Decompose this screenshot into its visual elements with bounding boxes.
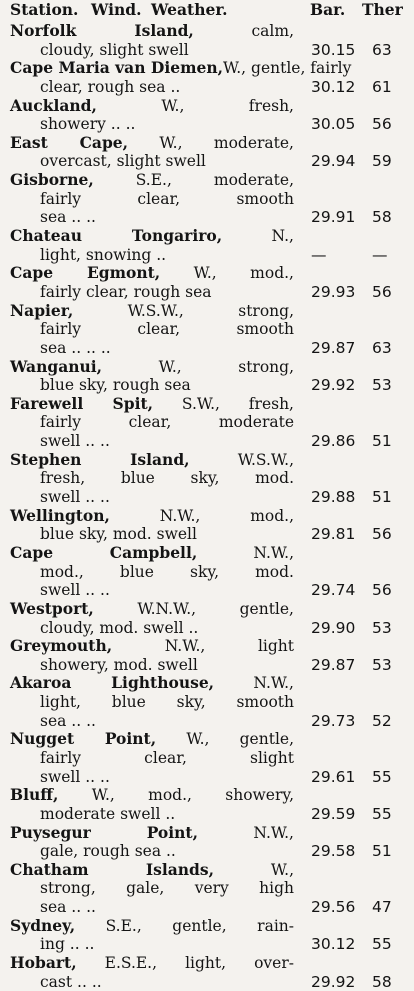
station-name-and-wind: Hobart, E.S.E., light, over- — [10, 953, 294, 973]
temperature-value: 47 — [372, 898, 392, 917]
header-temperature: Ther — [362, 0, 403, 19]
barometer-value: 29.87 — [311, 338, 356, 357]
weather-text: light, snowing .. — [40, 245, 167, 264]
entry-line — [0, 935, 414, 954]
entry-line — [0, 749, 414, 768]
station-name-and-wind: Nugget Point, W., gentle, — [10, 729, 295, 749]
temperature-value: 58 — [372, 208, 392, 227]
barometer-value: 30.12 — [311, 935, 356, 954]
station-name: Akaroa Lighthouse, — [10, 673, 215, 693]
temperature-value: 56 — [372, 282, 392, 301]
entry-line — [0, 395, 414, 414]
temperature-value: 63 — [372, 40, 392, 59]
temperature-value: 53 — [372, 618, 392, 637]
entry-line — [0, 358, 414, 377]
station-entry — [0, 674, 414, 730]
station-name-and-wind: East Cape, W., moderate, — [10, 132, 294, 152]
weather-text: gale, rough sea .. — [40, 842, 176, 861]
entry-line — [0, 954, 414, 973]
station-name: Hobart, — [10, 953, 77, 973]
barometer-value: 29.59 — [311, 804, 356, 823]
station-name: Bluff, — [10, 785, 59, 805]
barometer-value: 29.58 — [311, 842, 356, 861]
barometer-value: 29.92 — [311, 376, 356, 395]
weather-text: sea .. .. — [40, 898, 96, 917]
barometer-value: 29.74 — [311, 581, 356, 600]
temperature-value: 51 — [372, 432, 392, 451]
barometer-value: 30.05 — [311, 115, 356, 134]
temperature-value: 61 — [372, 77, 392, 96]
weather-text: fresh, blue sky, mod. — [40, 469, 294, 488]
station-entry — [0, 730, 414, 786]
station-name-and-wind: Cape Campbell, N.W., — [10, 542, 294, 562]
station-name-and-wind: Wanganui, W., strong, — [10, 356, 294, 376]
station-name-and-wind: Napier, W.S.W., strong, — [10, 300, 294, 320]
entry-line — [0, 544, 414, 563]
barometer-value: 29.81 — [311, 525, 356, 544]
weather-text: cloudy, mod. swell .. — [40, 618, 199, 637]
entry-line — [0, 432, 414, 451]
weather-text: clear, rough sea .. — [40, 77, 181, 96]
temperature-value: 56 — [372, 525, 392, 544]
entry-line — [0, 563, 414, 582]
entry-line — [0, 302, 414, 321]
weather-text: sea .. .. .. — [40, 338, 111, 357]
temperature-value: 53 — [372, 655, 392, 674]
station-name: Westport, — [10, 598, 94, 618]
station-entry — [0, 59, 414, 96]
station-entry — [0, 544, 414, 600]
entry-line — [0, 488, 414, 507]
station-name-and-wind: Gisborne, S.E., moderate, — [10, 170, 294, 190]
station-name: Cape Campbell, — [10, 542, 198, 562]
entry-line — [0, 413, 414, 432]
entry-line — [0, 842, 414, 861]
temperature-value: 56 — [372, 581, 392, 600]
station-name-and-wind: Chatham Islands, W., — [10, 859, 294, 879]
header-wind: Wind. — [91, 0, 142, 19]
entry-line — [0, 786, 414, 805]
temperature-value: 55 — [372, 804, 392, 823]
station-name: Wanganui, — [10, 356, 103, 376]
entry-line — [0, 115, 414, 134]
temperature-value: — — [372, 245, 388, 264]
barometer-value: — — [311, 245, 327, 264]
entry-line — [0, 59, 414, 78]
weather-text: cast .. .. — [40, 972, 102, 991]
station-name-and-wind: Norfolk Island, calm, — [10, 21, 294, 40]
entry-line — [0, 451, 414, 470]
entry-line — [0, 637, 414, 656]
temperature-value: 63 — [372, 338, 392, 357]
entry-line — [0, 861, 414, 880]
entry-line — [0, 824, 414, 843]
barometer-value: 29.86 — [311, 432, 356, 451]
weather-text: swell .. .. — [40, 767, 110, 786]
barometer-value: 29.93 — [311, 282, 356, 301]
station-name: Puysegur Point, — [10, 822, 198, 842]
station-name-and-wind: Cape Egmont, W., mod., — [10, 263, 294, 283]
temperature-value: 53 — [372, 376, 392, 395]
station-name: Greymouth, — [10, 636, 113, 656]
station-entry — [0, 395, 414, 451]
temperature-value: 55 — [372, 767, 392, 786]
station-name: Sydney, — [10, 915, 76, 935]
entry-line — [0, 805, 414, 824]
header-barometer: Bar. — [310, 0, 346, 19]
barometer-value: 29.88 — [311, 488, 356, 507]
weather-text: fairly clear, smooth — [40, 320, 294, 339]
station-name-and-wind: Stephen Island, W.S.W., — [10, 449, 294, 469]
entry-line — [0, 134, 414, 153]
entry-line — [0, 376, 414, 395]
entry-line — [0, 973, 414, 991]
station-name-and-wind: Cape Maria van Diemen,W., gentle, fairly — [10, 58, 352, 78]
weather-text: overcast, slight swell — [40, 152, 206, 171]
station-name: Wellington, — [10, 505, 110, 525]
entry-line — [0, 469, 414, 488]
station-list — [0, 22, 414, 991]
entry-line — [0, 339, 414, 358]
station-name: Norfolk Island, — [10, 21, 194, 40]
weather-text: swell .. .. — [40, 432, 110, 451]
barometer-value: 29.92 — [311, 972, 356, 991]
station-entry — [0, 451, 414, 507]
station-name: Chateau Tongariro, — [10, 226, 223, 246]
barometer-value: 29.91 — [311, 208, 356, 227]
station-name: Chatham Islands, — [10, 859, 215, 879]
barometer-value: 29.61 — [311, 767, 356, 786]
station-entry — [0, 786, 414, 823]
station-entry — [0, 97, 414, 134]
weather-text: light, blue sky, smooth — [40, 693, 294, 712]
header-weather: Weather. — [151, 0, 228, 19]
weather-text: blue sky, mod. swell — [40, 525, 197, 544]
weather-text: showery .. .. — [40, 115, 136, 134]
entry-line — [0, 320, 414, 339]
temperature-value: 51 — [372, 488, 392, 507]
entry-line — [0, 768, 414, 787]
entry-line — [0, 22, 414, 41]
station-entry — [0, 824, 414, 861]
weather-text: blue sky, rough sea — [40, 376, 191, 395]
weather-text: ing .. .. — [40, 935, 95, 954]
weather-text: fairly clear, smooth — [40, 189, 294, 208]
station-entry — [0, 600, 414, 637]
station-name-and-wind: Wellington, N.W., mod., — [10, 505, 294, 525]
station-entry — [0, 134, 414, 171]
station-name: Stephen Island, — [10, 449, 190, 469]
barometer-value: 29.90 — [311, 618, 356, 637]
station-name-and-wind: Puysegur Point, N.W., — [10, 822, 294, 842]
weather-text: cloudy, slight swell — [40, 40, 189, 59]
station-entry — [0, 264, 414, 301]
station-name-and-wind: Westport, W.N.W., gentle, — [10, 598, 294, 618]
station-name-and-wind: Auckland, W., fresh, — [10, 95, 294, 115]
temperature-value: 58 — [372, 972, 392, 991]
entry-line — [0, 674, 414, 693]
entry-line — [0, 581, 414, 600]
weather-text: fairly clear, slight — [40, 748, 294, 767]
entry-line — [0, 619, 414, 638]
barometer-value: 29.94 — [311, 152, 356, 171]
station-entry — [0, 22, 414, 59]
barometer-value: 29.56 — [311, 898, 356, 917]
entry-line — [0, 246, 414, 265]
weather-text: sea .. .. — [40, 208, 96, 227]
station-entry — [0, 302, 414, 358]
station-entry — [0, 861, 414, 917]
station-entry — [0, 227, 414, 264]
station-entry — [0, 507, 414, 544]
entry-line — [0, 41, 414, 60]
entry-line — [0, 171, 414, 190]
entry-line — [0, 283, 414, 302]
entry-line — [0, 712, 414, 731]
entry-line — [0, 693, 414, 712]
entry-line — [0, 264, 414, 283]
entry-line — [0, 227, 414, 246]
temperature-value: 51 — [372, 842, 392, 861]
station-name: Farewell Spit, — [10, 393, 154, 413]
weather-text: swell .. .. — [40, 581, 110, 600]
barometer-value: 30.12 — [311, 77, 356, 96]
station-name: East Cape, — [10, 132, 129, 152]
barometer-value: 29.87 — [311, 655, 356, 674]
station-name: Cape Maria van Diemen, — [10, 58, 224, 78]
temperature-value: 56 — [372, 115, 392, 134]
entry-line — [0, 97, 414, 116]
weather-text: sea .. .. — [40, 711, 96, 730]
weather-text: fairly clear, moderate — [40, 413, 294, 432]
entry-line — [0, 879, 414, 898]
entry-line — [0, 507, 414, 526]
entry-line — [0, 917, 414, 936]
weather-text: showery, mod. swell — [40, 655, 198, 674]
entry-line — [0, 78, 414, 97]
barometer-value: 30.15 — [311, 40, 356, 59]
station-name-and-wind: Akaroa Lighthouse, N.W., — [10, 673, 294, 693]
station-entry — [0, 954, 414, 991]
entry-line — [0, 730, 414, 749]
station-name-and-wind: Farewell Spit, S.W., fresh, — [10, 393, 294, 413]
entry-line — [0, 152, 414, 171]
table-header — [10, 0, 414, 20]
station-name: Gisborne, — [10, 170, 94, 190]
station-name: Nugget Point, — [10, 729, 157, 749]
station-entry — [0, 917, 414, 954]
station-name: Napier, — [10, 300, 74, 320]
entry-line — [0, 208, 414, 227]
header-station: Station. — [10, 0, 79, 19]
barometer-value: 29.73 — [311, 711, 356, 730]
station-entry — [0, 637, 414, 674]
station-name-and-wind: Chateau Tongariro, N., — [10, 226, 294, 246]
weather-text: swell .. .. — [40, 488, 110, 507]
entry-line — [0, 898, 414, 917]
entry-line — [0, 190, 414, 209]
station-entry — [0, 171, 414, 227]
station-name-and-wind: Sydney, S.E., gentle, rain- — [10, 915, 294, 935]
weather-text: moderate swell .. — [40, 804, 176, 823]
temperature-value: 55 — [372, 935, 392, 954]
weather-text: mod., blue sky, mod. — [40, 562, 294, 581]
entry-line — [0, 656, 414, 675]
station-name-and-wind: Greymouth, N.W., light — [10, 636, 294, 656]
station-name-and-wind: Bluff, W., mod., showery, — [10, 785, 294, 805]
entry-line — [0, 525, 414, 544]
temperature-value: 59 — [372, 152, 392, 171]
temperature-value: 52 — [372, 711, 392, 730]
station-name: Auckland, — [10, 95, 97, 115]
station-name: Cape Egmont, — [10, 263, 161, 283]
weather-text: fairly clear, rough sea — [40, 282, 212, 301]
entry-line — [0, 600, 414, 619]
weather-text: strong, gale, very high — [40, 879, 294, 898]
station-entry — [0, 358, 414, 395]
